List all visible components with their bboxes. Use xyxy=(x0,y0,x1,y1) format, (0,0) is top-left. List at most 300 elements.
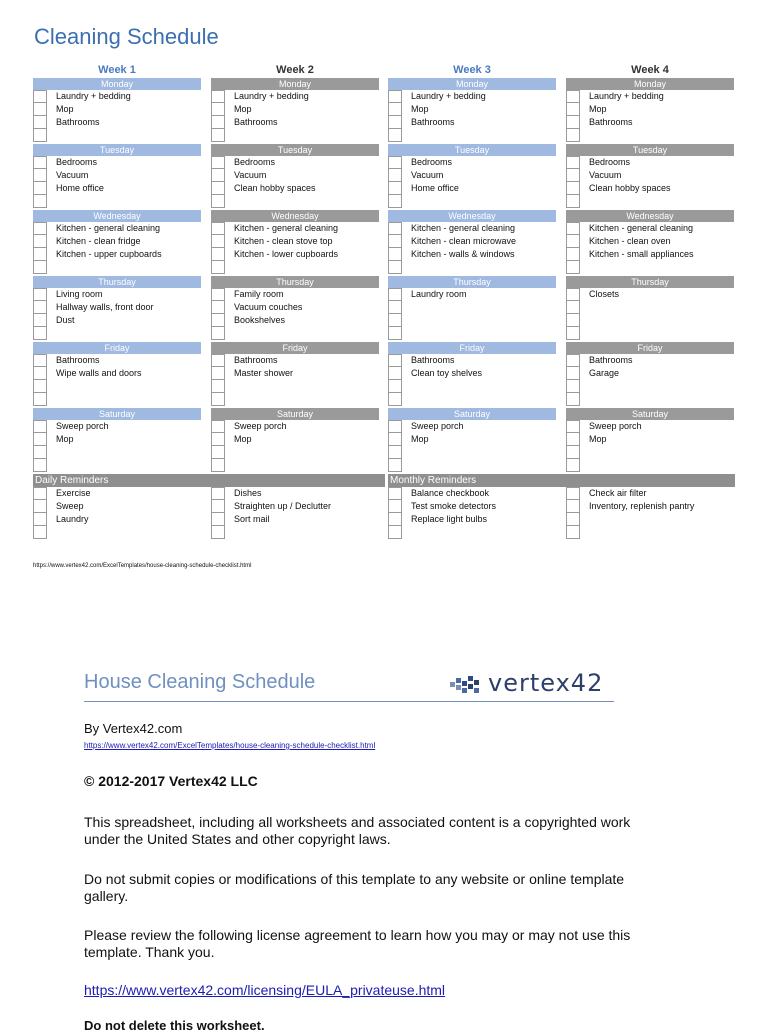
daily-reminders-header: Daily Reminders xyxy=(33,474,385,487)
task-checkbox[interactable] xyxy=(211,261,225,274)
reminder-row xyxy=(566,487,734,500)
task-checkbox[interactable] xyxy=(388,288,402,301)
task-checkbox[interactable] xyxy=(388,301,402,314)
task-checkbox[interactable] xyxy=(388,156,402,169)
task-checkbox[interactable] xyxy=(388,129,402,142)
task-checkbox[interactable] xyxy=(388,446,402,459)
task-label: Mop xyxy=(589,434,607,444)
task-checkbox[interactable] xyxy=(33,182,47,195)
reminder-checkbox[interactable] xyxy=(566,513,580,526)
day-block-saturday xyxy=(211,408,379,472)
task-row xyxy=(211,314,379,327)
week-header: Week 1 xyxy=(98,64,136,76)
task-row xyxy=(566,354,734,367)
task-label: Bathrooms xyxy=(234,117,278,127)
task-checkbox[interactable] xyxy=(566,90,580,103)
task-checkbox[interactable] xyxy=(211,354,225,367)
task-checkbox[interactable] xyxy=(211,420,225,433)
day-header: Tuesday xyxy=(33,144,201,156)
day-header: Saturday xyxy=(388,408,556,420)
task-label: Sweep porch xyxy=(589,421,642,431)
task-checkbox[interactable] xyxy=(211,103,225,116)
day-header: Monday xyxy=(566,78,734,90)
task-row xyxy=(388,380,556,393)
reminder-checkbox[interactable] xyxy=(33,513,47,526)
reminder-label: Sweep xyxy=(56,501,84,511)
task-checkbox[interactable] xyxy=(33,354,47,367)
day-header: Friday xyxy=(211,342,379,354)
day-block-friday xyxy=(566,342,734,406)
task-label: Laundry + bedding xyxy=(56,91,131,101)
task-row xyxy=(211,103,379,116)
task-row xyxy=(388,314,556,327)
task-checkbox[interactable] xyxy=(33,129,47,142)
task-checkbox[interactable] xyxy=(566,103,580,116)
task-checkbox[interactable] xyxy=(566,380,580,393)
week-header: Week 3 xyxy=(453,64,491,76)
task-checkbox[interactable] xyxy=(211,314,225,327)
task-checkbox[interactable] xyxy=(211,248,225,261)
day-header: Monday xyxy=(211,78,379,90)
day-header: Wednesday xyxy=(211,210,379,222)
day-block-friday xyxy=(211,342,379,406)
monthly-reminders-column xyxy=(566,487,734,539)
task-label: Clean hobby spaces xyxy=(234,183,316,193)
task-label: Home office xyxy=(411,183,459,193)
reminder-label: Replace light bulbs xyxy=(411,514,488,524)
task-checkbox[interactable] xyxy=(388,393,402,406)
day-header: Thursday xyxy=(388,276,556,288)
task-row xyxy=(211,354,379,367)
task-row xyxy=(33,314,201,327)
task-checkbox[interactable] xyxy=(388,380,402,393)
day-block-monday xyxy=(211,78,379,142)
task-checkbox[interactable] xyxy=(566,248,580,261)
task-checkbox[interactable] xyxy=(33,367,47,380)
task-checkbox[interactable] xyxy=(211,393,225,406)
task-row xyxy=(388,116,556,129)
no-submit-paragraph: Do not submit copies or modifications of this template to any website or online template gallery. xyxy=(84,871,625,904)
task-label: Kitchen - clean oven xyxy=(589,236,671,246)
day-block-wednesday xyxy=(566,210,734,274)
task-row xyxy=(388,195,556,208)
task-checkbox[interactable] xyxy=(211,380,225,393)
task-row xyxy=(566,248,734,261)
task-row xyxy=(33,446,201,459)
task-checkbox[interactable] xyxy=(211,195,225,208)
task-row xyxy=(566,446,734,459)
day-block-friday xyxy=(33,342,201,406)
task-label: Master shower xyxy=(234,368,294,378)
week-header: Week 4 xyxy=(631,64,669,76)
task-row xyxy=(211,116,379,129)
task-row xyxy=(566,420,734,433)
reminder-checkbox[interactable] xyxy=(211,500,225,513)
task-row xyxy=(33,459,201,472)
task-checkbox[interactable] xyxy=(211,182,225,195)
task-row xyxy=(211,235,379,248)
task-checkbox[interactable] xyxy=(566,169,580,182)
task-label: Bathrooms xyxy=(56,117,100,127)
task-checkbox[interactable] xyxy=(211,367,225,380)
task-checkbox[interactable] xyxy=(566,156,580,169)
daily-reminders-column xyxy=(33,487,201,539)
task-row xyxy=(566,116,734,129)
task-label: Kitchen - general cleaning xyxy=(589,223,694,233)
task-checkbox[interactable] xyxy=(33,393,47,406)
task-checkbox[interactable] xyxy=(211,129,225,142)
task-label: Sweep porch xyxy=(234,421,287,431)
task-row xyxy=(388,446,556,459)
task-row xyxy=(33,288,201,301)
task-label: Laundry + bedding xyxy=(589,91,664,101)
task-checkbox[interactable] xyxy=(566,182,580,195)
reminder-row xyxy=(388,500,556,513)
task-row xyxy=(211,261,379,274)
task-row xyxy=(211,380,379,393)
task-label: Kitchen - general cleaning xyxy=(56,223,161,233)
task-row xyxy=(388,433,556,446)
task-label: Bedrooms xyxy=(234,157,276,167)
task-checkbox[interactable] xyxy=(211,116,225,129)
task-label: Garage xyxy=(589,368,620,378)
day-block-monday xyxy=(566,78,734,142)
task-checkbox[interactable] xyxy=(566,446,580,459)
task-row xyxy=(566,288,734,301)
task-checkbox[interactable] xyxy=(33,156,47,169)
task-label: Bedrooms xyxy=(589,157,631,167)
task-label: Vacuum xyxy=(56,170,89,180)
task-row xyxy=(388,90,556,103)
reminder-checkbox[interactable] xyxy=(33,500,47,513)
task-checkbox[interactable] xyxy=(388,222,402,235)
reminder-label: Straighten up / Declutter xyxy=(234,501,332,511)
task-checkbox[interactable] xyxy=(211,301,225,314)
task-label: Kitchen - clean microwave xyxy=(411,236,517,246)
task-label: Kitchen - upper cupboards xyxy=(56,249,162,259)
task-row xyxy=(388,393,556,406)
task-row xyxy=(211,393,379,406)
task-checkbox[interactable] xyxy=(33,261,47,274)
day-block-tuesday xyxy=(33,144,201,208)
reminder-checkbox[interactable] xyxy=(33,487,47,500)
task-row xyxy=(33,354,201,367)
task-row xyxy=(33,248,201,261)
day-header: Monday xyxy=(33,78,201,90)
task-label: Vacuum couches xyxy=(234,302,303,312)
task-row xyxy=(33,129,201,142)
day-header: Wednesday xyxy=(33,210,201,222)
task-row xyxy=(33,393,201,406)
reminder-row xyxy=(33,487,201,500)
task-checkbox[interactable] xyxy=(33,248,47,261)
task-checkbox[interactable] xyxy=(33,380,47,393)
monthly-reminders-column xyxy=(388,487,556,539)
page-title: Cleaning Schedule xyxy=(34,24,219,49)
task-label: Sweep porch xyxy=(56,421,109,431)
task-row xyxy=(566,182,734,195)
reminder-row xyxy=(211,513,379,526)
task-checkbox[interactable] xyxy=(33,420,47,433)
day-block-tuesday xyxy=(388,144,556,208)
task-row xyxy=(211,327,379,340)
reminder-checkbox[interactable] xyxy=(388,487,402,500)
task-checkbox[interactable] xyxy=(566,393,580,406)
task-row xyxy=(566,380,734,393)
task-row xyxy=(33,222,201,235)
task-row xyxy=(33,420,201,433)
task-row xyxy=(388,301,556,314)
task-row xyxy=(33,380,201,393)
reminder-checkbox[interactable] xyxy=(566,526,580,539)
task-row xyxy=(388,235,556,248)
task-row xyxy=(566,314,734,327)
task-checkbox[interactable] xyxy=(566,314,580,327)
task-row xyxy=(33,261,201,274)
reminder-label: Exercise xyxy=(56,488,91,498)
task-checkbox[interactable] xyxy=(211,235,225,248)
task-label: Hallway walls, front door xyxy=(56,302,154,312)
task-label: Bathrooms xyxy=(234,355,278,365)
task-label: Bathrooms xyxy=(589,355,633,365)
task-row xyxy=(211,433,379,446)
task-label: Bedrooms xyxy=(411,157,453,167)
task-checkbox[interactable] xyxy=(566,195,580,208)
task-row xyxy=(211,459,379,472)
task-label: Vacuum xyxy=(411,170,444,180)
day-header: Saturday xyxy=(566,408,734,420)
task-checkbox[interactable] xyxy=(211,222,225,235)
reminder-checkbox[interactable] xyxy=(566,500,580,513)
task-checkbox[interactable] xyxy=(388,182,402,195)
title-rule xyxy=(84,701,614,702)
small-url[interactable]: https://www.vertex42.com/ExcelTemplates/house-cleaning-schedule-checklist.html xyxy=(33,563,252,569)
task-checkbox[interactable] xyxy=(33,301,47,314)
task-row xyxy=(566,393,734,406)
reminder-row xyxy=(388,487,556,500)
license-link[interactable]: https://www.vertex42.com/licensing/EULA_privateuse.html xyxy=(84,982,446,998)
task-label: Bedrooms xyxy=(56,157,98,167)
task-label: Bathrooms xyxy=(589,117,633,127)
task-row xyxy=(33,182,201,195)
task-label: Mop xyxy=(411,104,429,114)
task-checkbox[interactable] xyxy=(33,433,47,446)
task-checkbox[interactable] xyxy=(566,367,580,380)
day-header: Tuesday xyxy=(211,144,379,156)
task-checkbox[interactable] xyxy=(211,327,225,340)
task-label: Vacuum xyxy=(234,170,267,180)
task-checkbox[interactable] xyxy=(566,433,580,446)
reminder-checkbox[interactable] xyxy=(211,487,225,500)
reminder-checkbox[interactable] xyxy=(388,526,402,539)
task-checkbox[interactable] xyxy=(33,446,47,459)
reminder-row xyxy=(33,500,201,513)
task-checkbox[interactable] xyxy=(388,195,402,208)
task-row xyxy=(33,90,201,103)
task-label: Laundry room xyxy=(411,289,467,299)
day-header: Tuesday xyxy=(388,144,556,156)
task-checkbox[interactable] xyxy=(388,314,402,327)
task-checkbox[interactable] xyxy=(33,459,47,472)
task-checkbox[interactable] xyxy=(33,195,47,208)
day-header: Wednesday xyxy=(566,210,734,222)
copyright-notice: © 2012-2017 Vertex42 LLC xyxy=(84,773,258,789)
task-checkbox[interactable] xyxy=(566,301,580,314)
day-block-saturday xyxy=(33,408,201,472)
day-block-tuesday xyxy=(211,144,379,208)
day-block-thursday xyxy=(388,276,556,340)
reminder-label: Dishes xyxy=(234,488,262,498)
task-row xyxy=(33,116,201,129)
week-headers xyxy=(33,62,735,78)
reminder-checkbox[interactable] xyxy=(33,526,47,539)
task-checkbox[interactable] xyxy=(566,116,580,129)
task-label: Kitchen - clean fridge xyxy=(56,236,141,246)
task-checkbox[interactable] xyxy=(211,288,225,301)
day-header: Thursday xyxy=(33,276,201,288)
task-checkbox[interactable] xyxy=(566,288,580,301)
task-label: Bathrooms xyxy=(56,355,100,365)
task-row xyxy=(33,169,201,182)
task-checkbox[interactable] xyxy=(388,261,402,274)
task-label: Kitchen - lower cupboards xyxy=(234,249,339,259)
task-checkbox[interactable] xyxy=(211,446,225,459)
monthly-reminders-header: Monthly Reminders xyxy=(388,474,735,487)
task-checkbox[interactable] xyxy=(33,90,47,103)
reminder-label: Sort mail xyxy=(234,514,270,524)
task-checkbox[interactable] xyxy=(33,288,47,301)
task-label: Mop xyxy=(234,434,252,444)
day-header: Friday xyxy=(388,342,556,354)
task-checkbox[interactable] xyxy=(33,103,47,116)
task-checkbox[interactable] xyxy=(566,261,580,274)
task-label: Mop xyxy=(411,434,429,444)
task-row xyxy=(566,156,734,169)
template-url-link[interactable]: https://www.vertex42.com/ExcelTemplates/house-cleaning-schedule-checklist.html xyxy=(84,741,376,750)
reminder-label: Inventory, replenish pantry xyxy=(589,501,695,511)
task-row xyxy=(566,433,734,446)
reminder-checkbox[interactable] xyxy=(388,500,402,513)
task-row xyxy=(211,156,379,169)
task-label: Clean toy shelves xyxy=(411,368,483,378)
task-row xyxy=(566,459,734,472)
task-row xyxy=(33,327,201,340)
task-row xyxy=(388,420,556,433)
license-paragraph: Please review the following license agreement to learn how you may or may not use this template. Thank you. xyxy=(84,927,631,960)
reminder-checkbox[interactable] xyxy=(211,526,225,539)
task-label: Closets xyxy=(589,289,620,299)
copyright-paragraph: This spreadsheet, including all worksheets and associated content is a copyrighted work under the United States and other copyright laws. xyxy=(84,814,631,847)
task-row xyxy=(388,367,556,380)
task-checkbox[interactable] xyxy=(33,116,47,129)
task-checkbox[interactable] xyxy=(388,169,402,182)
task-checkbox[interactable] xyxy=(33,222,47,235)
task-checkbox[interactable] xyxy=(33,169,47,182)
task-checkbox[interactable] xyxy=(388,367,402,380)
day-header: Saturday xyxy=(211,408,379,420)
task-checkbox[interactable] xyxy=(566,459,580,472)
task-checkbox[interactable] xyxy=(33,314,47,327)
day-block-thursday xyxy=(33,276,201,340)
task-checkbox[interactable] xyxy=(388,459,402,472)
task-checkbox[interactable] xyxy=(388,248,402,261)
task-checkbox[interactable] xyxy=(211,433,225,446)
task-row xyxy=(388,459,556,472)
reminder-checkbox[interactable] xyxy=(211,513,225,526)
day-block-monday xyxy=(33,78,201,142)
task-row xyxy=(566,103,734,116)
task-row xyxy=(33,235,201,248)
task-label: Bathrooms xyxy=(411,355,455,365)
task-label: Sweep porch xyxy=(411,421,464,431)
task-label: Kitchen - clean stove top xyxy=(234,236,333,246)
task-checkbox[interactable] xyxy=(211,459,225,472)
task-checkbox[interactable] xyxy=(211,90,225,103)
day-header: Monday xyxy=(388,78,556,90)
task-checkbox[interactable] xyxy=(388,420,402,433)
day-header: Saturday xyxy=(33,408,201,420)
task-checkbox[interactable] xyxy=(33,235,47,248)
task-checkbox[interactable] xyxy=(566,420,580,433)
logo-text: vertex42 xyxy=(488,669,604,697)
task-checkbox[interactable] xyxy=(388,235,402,248)
task-checkbox[interactable] xyxy=(388,90,402,103)
task-row xyxy=(211,248,379,261)
task-row xyxy=(388,288,556,301)
reminder-checkbox[interactable] xyxy=(566,487,580,500)
task-row xyxy=(566,169,734,182)
reminder-checkbox[interactable] xyxy=(388,513,402,526)
task-checkbox[interactable] xyxy=(33,327,47,340)
daily-reminders-column xyxy=(211,487,379,539)
reminder-row xyxy=(388,513,556,526)
task-checkbox[interactable] xyxy=(566,222,580,235)
task-checkbox[interactable] xyxy=(388,354,402,367)
task-label: Clean hobby spaces xyxy=(589,183,671,193)
task-checkbox[interactable] xyxy=(566,129,580,142)
task-label: Kitchen - general cleaning xyxy=(234,223,339,233)
day-block-monday xyxy=(388,78,556,142)
task-row xyxy=(388,248,556,261)
task-label: Kitchen - walls & windows xyxy=(411,249,515,259)
task-checkbox[interactable] xyxy=(388,433,402,446)
task-label: Mop xyxy=(589,104,607,114)
task-checkbox[interactable] xyxy=(211,156,225,169)
task-label: Bathrooms xyxy=(411,117,455,127)
task-label: Laundry + bedding xyxy=(234,91,309,101)
day-header: Friday xyxy=(566,342,734,354)
task-checkbox[interactable] xyxy=(388,116,402,129)
task-label: Living room xyxy=(56,289,103,299)
reminder-row xyxy=(566,526,734,539)
task-checkbox[interactable] xyxy=(566,327,580,340)
task-row xyxy=(211,301,379,314)
task-checkbox[interactable] xyxy=(566,235,580,248)
task-row xyxy=(211,129,379,142)
week-header: Week 2 xyxy=(276,64,314,76)
day-block-friday xyxy=(388,342,556,406)
day-header: Tuesday xyxy=(566,144,734,156)
task-checkbox[interactable] xyxy=(388,327,402,340)
reminder-row xyxy=(388,526,556,539)
day-block-wednesday xyxy=(211,210,379,274)
task-row xyxy=(566,301,734,314)
task-row xyxy=(566,367,734,380)
task-checkbox[interactable] xyxy=(211,169,225,182)
task-checkbox[interactable] xyxy=(566,354,580,367)
task-checkbox[interactable] xyxy=(388,103,402,116)
task-row xyxy=(211,90,379,103)
